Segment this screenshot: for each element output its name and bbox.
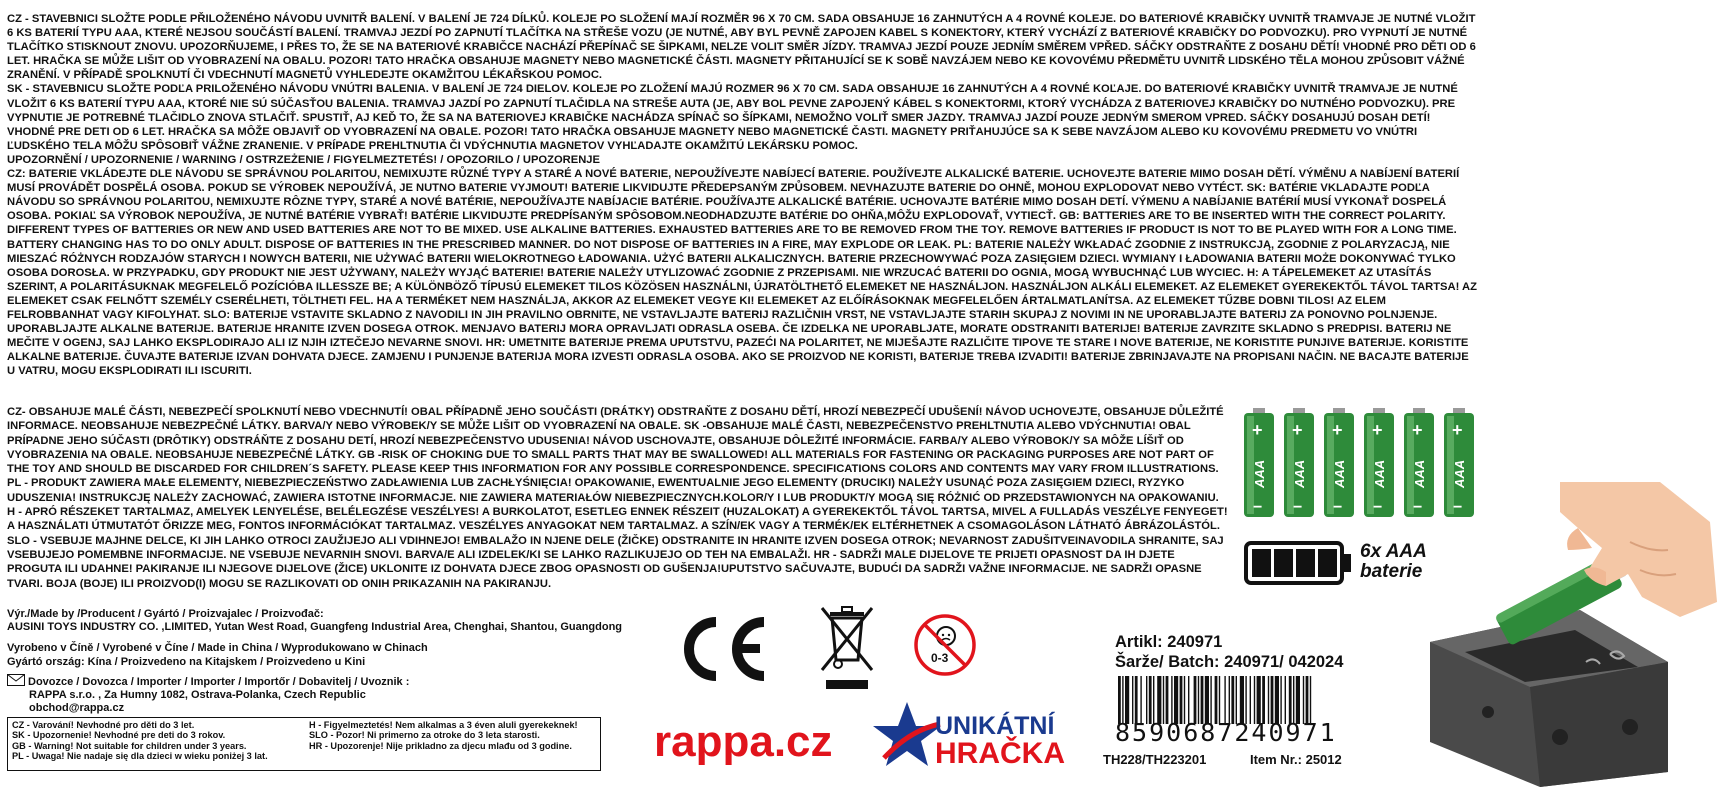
barcode [1118, 676, 1364, 724]
barcode-bar [1245, 676, 1246, 724]
envelope-icon [7, 674, 25, 686]
barcode-bar [1257, 676, 1261, 724]
age-warning-box [7, 717, 601, 771]
unique-toy-badge [935, 712, 1065, 768]
barcode-bar [1198, 676, 1199, 724]
age-label: 0-3 [931, 651, 949, 665]
star-icon [872, 700, 942, 768]
battery-minus-label: − [1373, 499, 1383, 516]
battery-type-label: AAA [1332, 459, 1347, 488]
badge-line-1: UNIKÁTNÍ [935, 712, 1055, 740]
barcode-bar [1215, 676, 1218, 724]
product-code-left: TH228/TH223201 [1103, 752, 1207, 767]
aaa-battery-icon [1284, 408, 1314, 517]
barcode-bar [1153, 676, 1154, 724]
barcode-bar [1210, 676, 1211, 724]
battery-minus-label: − [1293, 499, 1303, 516]
origin-line-2: Gyártó ország: Kína / Proizvedeno na Kitajskem / Proizvedeno u Kini [7, 655, 366, 668]
barcode-digits: 8590687240971 [1115, 718, 1337, 747]
manufacturer-info [7, 608, 667, 715]
battery-plus-label: + [1252, 420, 1263, 440]
barcode-bar [1201, 676, 1204, 724]
barcode-bar [1166, 676, 1169, 724]
small-parts-text-block [7, 405, 1229, 591]
battery-type-label: AAA [1412, 459, 1427, 488]
barcode-bar [1194, 676, 1197, 724]
product-info [1115, 632, 1343, 672]
battery-minus-label: − [1253, 499, 1263, 516]
battery-plus-label: + [1372, 420, 1383, 440]
origin-line-1: Vyrobeno v Číně / Vyrobené v Číne / Made in China / Wyprodukowano w Chinach [7, 642, 428, 655]
barcode-bar [1229, 676, 1230, 724]
battery-minus-label: − [1333, 499, 1343, 516]
importer-line [7, 674, 667, 689]
barcode-bar [1289, 676, 1292, 724]
product-codes [1103, 752, 1382, 767]
battery-type-label: AAA [1252, 459, 1267, 488]
barcode-bar [1240, 676, 1244, 724]
barcode-bar [1122, 676, 1123, 724]
paragraph-cz-assembly: CZ - STAVEBNICI SLOŽTE PODLE PŘILOŽENÉHO NÁVODU UVNITŘ BALENÍ. V BALENÍ JE 724 DÍLKŮ. KOLEJE PO SLOŽENÍ MAJÍ ROZMĚR 96 X 70 CM. SADA OBSAHUJE 16 ZAHNUTÝCH A 4 ROVNÉ KOLEJE. DO BATERIOVÉ KRABIČKY UVNITŘ TRAMVAJE JE NUTNÉ VLOŽIT 6 KS BATERIÍ TYPU AAA, KTERÉ NEJSOU SOUČÁSTÍ BALENÍ. TRAMVAJ JEZDÍ PO ZAPNUTÍ TLAČÍTKA NA STŘEŠE VOZU (JE NUTNÉ, ABY BYL PEVNĚ ZAPOJEN KABEL S KONEKTORY, KTERÝ VYCHÁZÍ Z BATERIOVÉ KRABIČKY DO PODVOZKU). PRO VYPNUTÍ JE NUTNÉ TLAČÍTKO STISKNOUT ZNOVU. UPOZORŇUJEME, I PŘES TO, ŽE SE NA BATERIOVÉ KRABIČCE NACHÁZÍ PŘEPÍNAČ SE ŠIPKAMI, NELZE VOLIT SMĚR JÍZDY. TRAMVAJ JEZDÍ POUZE JEDNÍM SMĚREM VPŘED. SÁČKY ODSTRAŇTE Z DOSAHU DĚTÍ! VHODNÉ PRO DĚTI OD 6 LET. HRAČKA SE MŮŽE LIŠIT OD VYOBRAZENÍ NA OBALU. POZOR! TATO HRAČKA OBSAHUJE MAGNETY NEBO MAGNETICKÉ ČÁSTI. MAGNETY PŘITAHUJÍCÍ SE K SOBĚ NAVZÁJEM NEBO KE KOVOVÉMU PŘEDMĚTU UVNITŘ LIDSKÉHO TĚLA MOHOU ZPŮSOBIT VÁŽNÉ ZRANĚNÍ. V PŘÍPADĚ SPOLKNUTÍ ČI VDECHNUTÍ MAGNETŮ VYHLEDEJTE OKAMŽITOU LÉKAŘSKOU POMOC. [7, 13, 1476, 82]
importer-label: Dovozce / Dovozca / Importer / Importer / Importőr / Dobavitelj / Uvoznik : [28, 675, 410, 688]
aaa-battery-icon [1324, 408, 1354, 517]
paragraph-battery-warnings: CZ: BATERIE VKLÁDEJTE DLE NÁVODU SE SPRÁVNOU POLARITOU, NEMIXUJTE RŮZNÉ TYPY A STARÉ A NOVÉ BATERIE, NEPOUŽÍVEJTE NABÍJECÍ BATERIE. POUŽÍVEJTE ALKALICKÉ BATERIE. UCHOVEJTE BATERIE MIMO DOSAH DĚTÍ. VÝMĚNU A NABÍJENÍ BATERIÍ MUSÍ PROVÁDĚT DOSPĚLÁ OSOBA. POKUD SE VÝROBEK NEPOUŽÍVÁ, JE NUTNO BATERIE VYJMOUT! BATERIE LIKVIDUJTE PŘEDEPSANÝM ZPŮSOBEM. NEVHAZUJTE BATERIE DO OHNĚ, MOHOU EXPLODOVAT NEBO VYTÉCT. SK: BATÉRIE VKLADAJTE PODĽA NÁVODU SO SPRÁVNOU POLARITOU, NEMIXUJTE RÔZNE TYPY, STARÉ A NOVÉ BATÉRIE, NEPOUŽÍVAJTE NABÍJACIE BATÉRIE. POUŽÍVAJTE ALKALICKÉ BATÉRIE. UCHOVAJTE BATÉRIE MIMO DOSAH DETÍ. VÝMENU A NABÍJANIE BATÉRIÍ MUSÍ VYKONAŤ DOSPELÁ OSOBA. POKIAĽ SA VÝROBOK NEPOUŽÍVA, JE NUTNÉ BATÉRIE VYBRAŤ! BATÉRIE LIKVIDUJTE PREDPÍSANÝM SPÔSOBOM.NEODHADZUJTE BATÉRIE DO OHŇA,MÔŽU EXPLODOVAŤ, VYTIECŤ. GB: BATTERIES ARE TO BE INSERTED WITH THE CORRECT POLARITY. DIFFERENT TYPES OF BATTERIES OR NEW AND USED BATTERIES ARE NOT TO BE MIXED. USE ALKALINE BATTERIES. EXHAUSTED BATTERIES ARE TO BE REMOVED FROM THE TOY. REMOVE BATTERIES IF PRODUCT IS NOT TO BE PLAYED WITH FOR A LONG TIME. BATTERY CHANGING HAS TO DO ONLY ADULT. DISPOSE OF BATTERIES IN THE PRESCRIBED MANNER. DO NOT DISPOSE OF BATTERIES IN A FIRE, MAY EXPLODE OR LEAK. PL: BATERIE NALEŻY WKŁADAĆ ZGODNIE Z INSTRUKCJĄ, ZGODNIE Z POLARYZACJĄ, NIE MIESZAĆ RÓŻNYCH RODZAJÓW STARYCH I NOWYCH BATERII, NIE UŻYWAĆ BATERII WIELOKROTNEGO ŁADOWANIA. UŻYĆ BATERII ALKALICZNYCH. BATERIE PRZECHOWYWAĆ POZA ZASIĘGIEM DZIECI. WYMIANY I ŁADOWANIA BATERII MOŻE DOKONYWAĆ TYLKO OSOBA DOROSŁA. W PRZYPADKU, GDY PRODUKT NIE JEST UŻYWANY, NALEŻY WYJĄĆ BATERIE! BATERIE NALEŻY UTYLIZOWAĆ ZGODNIE Z PRZEPISAMI. NIE WRZUCAĆ BATERII DO OGNIA, MOGĄ WYBUCHNĄĆ LUB WYCIEC. H: A TÁPELEMEKET AZ UTASÍTÁS SZERINT, A POLARITÁSUKNAK MEGFELELŐ POZÍCIÓBA ILLESSZE BE; A KÜLÖNBÖZŐ TÍPUSÚ ELEMEKET TILOS KÖZÖSEN HASZNÁLNI, ÚJRATÖLTHETŐ ELEMEKET NE HASZNÁLJON. HASZNÁLJON ALKÁLI ELEMEKET. AZ ELEMEKET GYEREKEKTŐL TÁVOL TARTSA! AZ ELEMEKET CSAK FELNŐTT SZEMÉLY CSERÉLHETI, TÖLTHETI FEL. HA A TERMÉKET NEM HASZNÁLJA, AKKOR AZ ELEMEKET VEGYE KI! ELEMEKET AZ ELŐÍRÁSOKNAK MEGFELELŐEN ÁRTALMATLANÍTSA. AZ ELEMEKET TŰZBE DOBNI TILOS! AZ ELEM FELROBBANHAT VAGY KIFOLYHAT. SLO: BATERIJE VSTAVITE SKLADNO Z NAVODILI IN JIH PRAVILNO OBRNITE, NE VSTAVLJAJTE BATERIJ RAZLIČNIH VRST, NE VSTAVLJAJTE STARIH SKUPAJ Z NOVIMI IN NE UPORABLJAJTE BATERIJ ZA PONOVNO POLNJENJE. UPORABLJAJTE ALKALNE BATERIJE. BATERIJE HRANITE IZVEN DOSEGA OTROK. MENJAVO BATERIJ MORA OPRAVLJATI ODRASLA OSEBA. ČE IZDELKA NE UPORABLJATE, MORATE ODSTRANITI BATERIJE! BATERIJE ZAVRZITE SKLADNO S PREDPISI. BATERIJ NE MEČITE V OGENJ, SAJ LAHKO EKSPLODIRAJO ALI IZ NJIH IZTEČEJO NEVARNE SNOVI. HR: UMETNITE BATERIJE PREMA UPUTSTVU, PAZEĆI NA POLARITET, NE MIJEŠAJTE RAZLIČITE TIPOVE TE STARE I NOVE BATERIJE, NE KORISTITE PUNJIVE BATERIJE. KORISTITE ALKALNE BATERIJE. ČUVAJTE BATERIJE IZVAN DOHVATA DJECE. ZAMJENU I PUNJENJE BATERIJA MORA IZVESTI ODRASLA OSOBA. AKO SE PROIZVOD NE KORISTI, BATERIJE TREBA IZVADITI! BATERIJE ZBRINJAVAJTE NA PROPISANI NAČIN. NE BACAJTE BATERIJE U VATRU, MOGU EKSPLODIRATI ILI ISCURITI. [7, 168, 1477, 378]
barcode-bar [1310, 676, 1311, 724]
battery-plus-label: + [1452, 420, 1463, 440]
barcode-bar [1262, 676, 1265, 724]
made-by-label: Výr./Made by /Producent / Gyártó / Proizvajalec / Proizvođač: [7, 608, 324, 620]
barcode-bar [1306, 676, 1309, 724]
barcode-bar [1188, 676, 1189, 724]
age-warning-right-column [309, 720, 578, 751]
instruction-text-block [7, 12, 1477, 378]
barcode-bar [1174, 676, 1178, 724]
barcode-bar [1149, 676, 1152, 724]
battery-plus-label: + [1332, 420, 1343, 440]
age-warning-hr: HR - Upozorenje! Nije prikladno za djecu mlađu od 3 godine. [309, 740, 572, 751]
age-warning-pl: PL - Uwaga! Nie nadaje się dla dzieci w wieku poniżej 3 lat. [12, 751, 268, 762]
battery-type-label: AAA [1452, 459, 1467, 488]
age-warning-gb: GB - Warning! Not suitable for children under 3 years. [12, 740, 247, 751]
barcode-bar [1236, 676, 1237, 724]
importer-email: obchod@rappa.cz [29, 702, 125, 715]
battery-word-text: baterie [1360, 561, 1423, 582]
barcode-bar [1254, 676, 1255, 724]
battery-type-label: AAA [1372, 459, 1387, 488]
barcode-bar [1140, 676, 1141, 724]
barcode-bar [1163, 676, 1164, 724]
barcode-bar [1171, 676, 1172, 724]
battery-plus-label: + [1292, 420, 1303, 440]
age-warning-sk: SK - Upozornenie! Nevhodné pre deti do 3 rokov. [12, 730, 226, 741]
barcode-bar [1118, 676, 1121, 724]
barcode-bar [1275, 676, 1279, 724]
battery-type-label: AAA [1292, 459, 1307, 488]
made-by-value: AUSINI TOYS INDUSTRY CO. ,LIMITED, Yutan West Road, Guangfeng Industrial Area, Chenghai, Shantou, Guangdong [7, 621, 623, 634]
battery-minus-label: − [1453, 499, 1463, 516]
battery-plus-label: + [1412, 420, 1423, 440]
battery-type-text: 6x AAA [1360, 541, 1427, 562]
barcode-bar [1250, 676, 1251, 724]
barcode-bar [1231, 676, 1234, 724]
article-number: Artikl: 240971 [1115, 633, 1223, 651]
barcode-bar [1219, 676, 1220, 724]
age-warning-left-column [12, 720, 268, 762]
barcode-bar [1135, 676, 1138, 724]
barcode-bar [1132, 676, 1133, 724]
hand-inserting-battery-illustration [1410, 482, 1717, 790]
aaa-battery-icon [1244, 408, 1274, 517]
ce-mark-icon [676, 614, 772, 684]
rappa-logo: rappa.cz [654, 717, 833, 766]
barcode-bar [1293, 676, 1294, 724]
battery-level-icon [1243, 540, 1355, 586]
barcode-bar [1146, 676, 1147, 724]
item-number: Item Nr.: 25012 [1249, 752, 1342, 767]
paragraph-small-parts: CZ- OBSAHUJE MALÉ ČÁSTI, NEBEZPEČÍ SPOLKNUTÍ NEBO VDECHNUTÍ! OBAL PŘÍPADNĚ JEHO SOUČÁSTI (DRÁTKY) ODSTRAŇTE Z DOSAHU DĚTÍ, HROZÍ NEBEZPEČÍ UDUŠENÍ! NÁVOD UCHOVEJTE, OBSAHUJE DŮLEŽITÉ INFORMACE. NEOBSAHUJE NEBEZPEČNÉ LÁTKY. BARVA/Y NEBO VÝROBEK/Y SE MŮŽE LIŠIT OD VYOBRAZENÍ NA OBALE. SK -OBSAHUJE MALÉ ČASTI, NEBEZPEČENSTVO PREHLTNUTIA ALEBO VDÝCHNUTIA! OBAL PRÍPADNE JEHO SÚČASTI (DRÔTIKY) ODSTRÁŇTE Z DOSAHU DETÍ, HROZÍ NEBEZPEČENSTVO UDUSENIA! NÁVOD USCHOVAJTE, OBSAHUJE DÔLEŽITÉ INFORMÁCIE. FARBA/Y ALEBO VÝROBOK/Y SA MÔŽE LÍŠIŤ OD VYOBRAZENIA NA OBALE. NEOBSAHUJE NEBEZPEČNÉ LÁTKY. GB -RISK OF CHOKING DUE TO SMALL PARTS THAT MAY BE SWALLOWED! ALL MATERIALS FOR FASTENING OR PACKAGING PURPOSES ARE NOT PART OF THE TOY AND SHOULD BE DISCARDED FOR CHILDREN´S SAFETY. PLEASE KEEP THIS INFORMATION FOR ANY POSSIBLE CORRESPONDENCE. SPECIFICATIONS COLORS AND CONTENTS MAY VARY FROM ILLUSTRATIONS. PL - PRODUKT ZAWIERA MAŁE ELEMENTY, NIEBEZPIECZEŃSTWO ZADŁAWIENIA LUB ZACHŁYŚNIĘCIA! OPAKOWANIE, EWENTUALNIE JEGO ELEMENTY (DRUCIKI) NALEŻY USUNĄĆ POZA ZASIĘGIEM DZIECI, RYZYKO UDUSZENIA! INSTRUKCJĘ NALEŻY ZACHOWAĆ, ZAWIERA ISTOTNE INFORMACJE. NIE ZAWIERA MATERIAŁÓW NIEBEZPIECZNYCH.KOLOR/Y I LUB PRODUKT/Y MOGĄ SIĘ RÓŻNIĆ OD PRZEDSTAWIONYCH NA OPAKOWANIU. H - APRÓ RÉSZEKET TARTALMAZ, AMELYEK LENYELÉSE, BELÉLEGZÉSE VESZÉLYES! A BURKOLATOT, ESETLEG ENNEK RÉSZEIT (HUZALOKAT) A GYEREKEKTŐL TÁVOL TARTSA, MIVEL A FULLADÁS VESZÉLYE FENYEGET! A HASZNÁLATI ÚTMUTATÓT ŐRIZZE MEG, FONTOS INFORMÁCIÓKAT TARTALMAZ. VESZÉLYES ANYAGOKAT NEM TARTALMAZ. A SZÍN/EK VAGY A TERMÉK/EK ELTÉRHETNEK A CSOMAGOLÁSON LÁTHATÓ ÁBRÁZOLÁSTÓL. SLO - VSEBUJE MAJHNE DELCE, KI JIH LAHKO OTROCI ZAUŽIJEJO ALI VDIHNEJO! EMBALAŽO IN NJENE DELE (ŽIČKE) ODSTRANITE IN HRANITE IZVEN DOSEGA OTROK; NEVARNOST ZADUŠITVEINAVODILA SHRANITE, SAJ VSEBUJEJO POMEMBNE INFORMACIJE. NE VSEBUJE NEVARNIH SNOVI. BARVA/E ALI IZDELEK/KI SE LAHKO RAZLIKUJEJO OD TEH NA EMBALAŽI. HR - SADRŽI MALE DIJELOVE TE PRIJETI OPASNOST DA IH DJETE PROGUTA ILI UDAHNE! PAKIRANJE ILI NJEGOVE DIJELOVE (ŽICE) UKLONITE IZ DOHVATA DJECE ZBOG OPASNOSTI OD GUŠENJA!UPUTSTVO SAČUVAJTE, BUDUĆI DA SADRŽI VAŽNE INFORMACIJE. NE SADRŽI OPASNE TVARI. BOJA (BOJE) ILI PROIZVOD(I) MOGU SE RAZLIKOVATI OD ONIH PRIKAZANIH NA PAKIRANJU. [7, 406, 1228, 590]
barcode-bar [1303, 676, 1304, 724]
aaa-battery-icon [1364, 408, 1394, 517]
barcode-bar [1184, 676, 1185, 724]
crossed-out-wheeled-bin-icon [818, 604, 876, 692]
barcode-bar [1224, 676, 1225, 724]
badge-line-2: HRAČKA [935, 737, 1065, 770]
batch-number: Šarže/ Batch: 240971/ 042024 [1115, 653, 1344, 671]
barcode-bar [1268, 676, 1269, 724]
battery-minus-label: − [1413, 499, 1423, 516]
barcode-bar [1280, 676, 1281, 724]
paragraph-sk-assembly: SK - STAVEBNICU SLOŽTE PODĽA PRILOŽENÉHO NÁVODU VNÚTRI BALENIA. V BALENÍ JE 724 DIELOV. KOLEJE PO ZLOŽENÍ MAJÚ ROZMER 96 X 70 CM. SADA OBSAHUJE 16 ZAHNUTÝCH A 4 ROVNÉ KOĽAJE. DO BATERIOVÉ KRABIČKY UVNITŘ TRAMVAJE JE NUTNÉ VLOŽIT 6 KS BATERIÍ TYPU AAA, KTORÉ NIE SÚ SÚČASŤOU BALENIA. TRAMVAJ JAZDÍ PO ZAPNUTÍ TLAČIDLA NA STREŠE AUTA (JE, ABY BOL PEVNE ZAPOJENÝ KÁBEL S KONEKTORMI, KTORÝ VYCHÁDZA Z BATERIOVEJ KRABIČKY DO NUTNÉHO PODVOZKU). PRE VYPNUTIE JE POTREBNÉ TLAČIDLO ZNOVA STLAČIŤ. SPUSTIŤ, AJ KEĎ TO, ŽE SA NA BATERIOVEJ KRABIČKE NACHÁDZA SPÍNAČ SO ŠÍPKAMI, NEMOŽNO VOLIŤ SMER JAZDY. TRAMVAJ JAZDÍ POUZE JEDNÝM SMEROM VPRED. SÁČKY DOSAHUJÚ DOSAH DETÍ! VHODNÉ PRE DETI OD 6 LET. HRAČKA SA MÔŽE OBJAVIŤ OD VYOBRAZENÍ NA OBALE. POZOR! TATO HRAČKA OBSAHUJE MAGNETY NEBO MAGNETICKÉ ČASTI. MAGNETY PRIŤAHUJÚCE SA K SEBE NAVZÁJOM ALEBO KU KOVOVÉMU PREDMETU VO VNÚTRI ĽUDSKÉHO TELA MÔŽU SPÔSOBIŤ VÁŽNE ZRANENIE. V PRÍPADE PREHLTNUTIA ČI VDÝCHNUTIA MAGNETOV VYHĽADAJTE OKAMŽITÚ LEKÁRSKU POMOC. [7, 83, 1458, 152]
age-0-3-prohibited-icon [912, 612, 978, 678]
barcode-bar [1205, 676, 1209, 724]
age-warning-cz: CZ - Varování! Nevhodné pro děti do 3 let. [12, 720, 195, 730]
barcode-bar [1296, 676, 1300, 724]
barcode-bar [1157, 676, 1161, 724]
barcode-bar [1285, 676, 1286, 724]
warning-heading: UPOZORNĚNÍ / UPOZORNENIE / WARNING / OSTRZEŻENIE / FIGYELMEZTETÉS! / OPOZORILO / UPOZORENJE [7, 153, 600, 166]
barcode-bar [1180, 676, 1183, 724]
importer-address: RAPPA s.r.o. , Za Humny 1082, Ostrava-Polanka, Czech Republic [29, 689, 366, 702]
barcode-bar [1271, 676, 1274, 724]
age-warning-h: H - Figyelmeztetés! Nem alkalmas a 3 éven aluli gyerekeknek! [309, 720, 578, 730]
age-warning-slo: SLO - Pozor! Ni primerno za otroke do 3 leta starosti. [309, 730, 540, 741]
barcode-bar [1125, 676, 1129, 724]
